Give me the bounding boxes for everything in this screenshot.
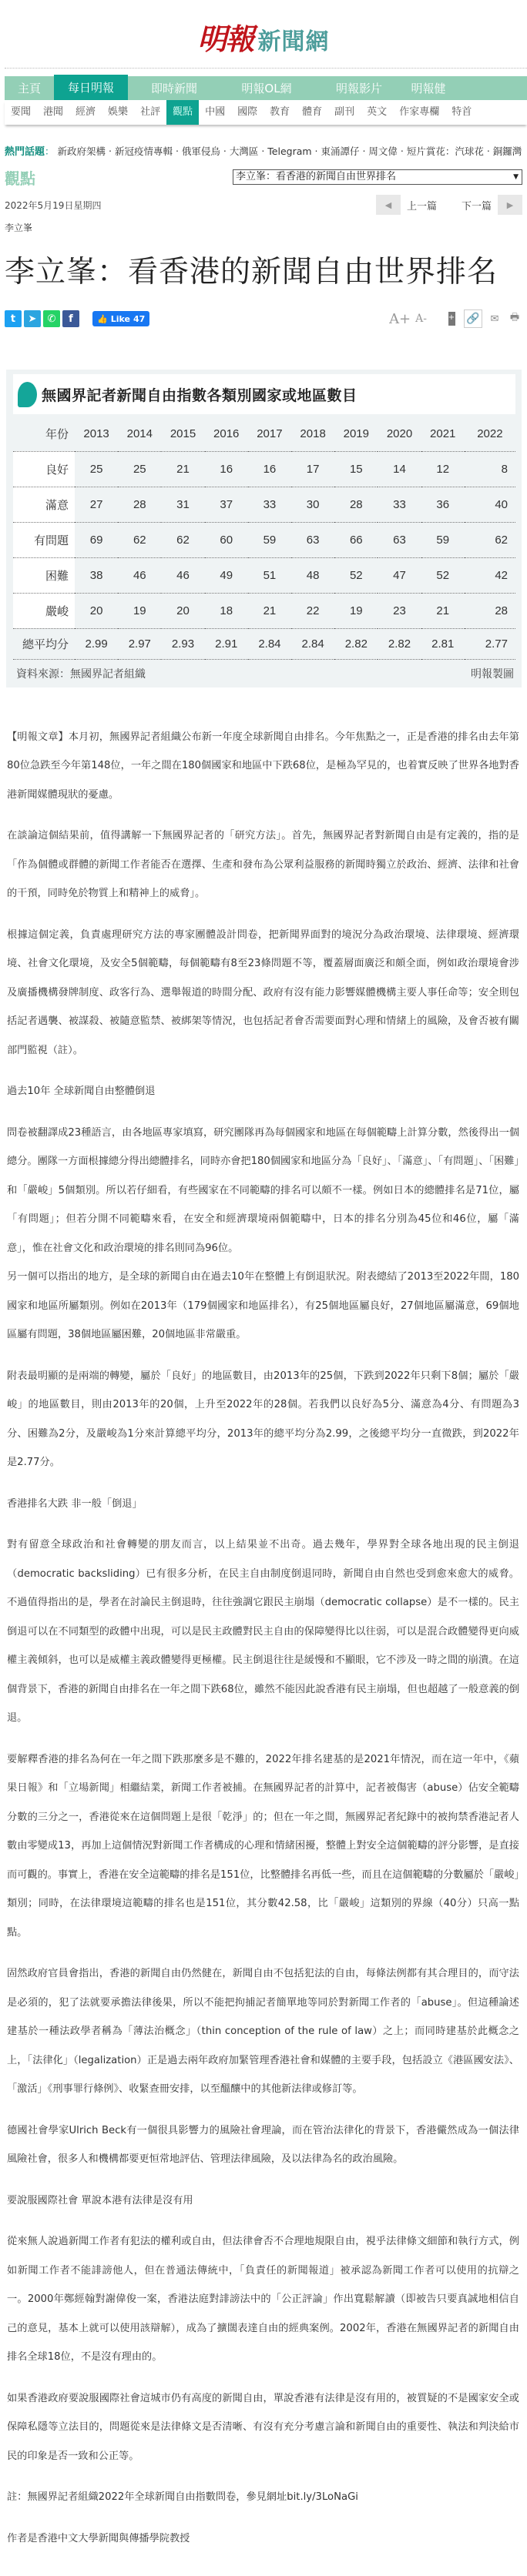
figure-title: 無國界記者新聞自由指數各類別國家或地區數目 [42,386,357,404]
row-label: 困難 [13,557,75,593]
article-select[interactable] [233,169,522,185]
sub-nav-item[interactable]: 經濟 [76,106,96,118]
table-cell: 59 [248,522,291,557]
table-cell: 17 [291,451,334,487]
table-cell: 2.77 [465,628,515,659]
hot-topic-link[interactable]: 銅鑼灣 [492,146,522,157]
table-cell: 48 [291,557,334,593]
table-cell: 38 [75,557,118,593]
article-paragraph: 德國社會學家Ulrich Beck有一個很具影響力的風險社會理論，而在管治法律化的背景下，香港儼然成為一個法律風險社會，很多人和機構都要更恒常地評估、管理法律風險，及以法律為名的政治風險。 [7,2124,519,2165]
table-cell: 16 [248,451,291,487]
whatsapp-icon[interactable]: ✆ [43,310,60,327]
table-cell: 15 [334,451,378,487]
article-paragraph: 固然政府官員會指出，香港的新聞自由仍然健在，新聞自由不包括犯法的自由，每條法例都有其合理目的，而守法是必須的，犯了法就要承擔法律後果，所以不能把拘捕記者簡單地等同於對新聞工作者的「abuse」。但這種論述建基於一種法政學者稱為「薄法治概念」（thin conception of the rule of law）之上；而同時建基於此概念之上，「法律化」（legalization）正是過去兩年政府加緊管理香港社會和媒體的主要手段，包括設立《港區國安法》、「激活」《刑事罪行條例》、收緊查冊安排，以至醞釀中的其他新法律或修訂等。 [7,1968,519,2095]
table-row-average [13,628,515,659]
hot-topic-link[interactable]: 周文偉 [368,146,398,157]
table-cell: 37 [205,487,248,522]
table-cell: 25 [75,451,118,487]
table-cell: 51 [248,557,291,593]
article-paragraph: 要解釋香港的排名為何在一年之間下跌那麼多是不難的，2022年排名建基的是2021年情況，而在這一年中，《蘋果日報》和「立場新聞」相繼結業，新聞工作者被捕。在無國界記者的計算中，記者被傷害（abuse）佔安全範疇分數的三分之一，香港從來在這個問題上是很「乾淨」的；但在一年之間，無國界記者紀錄中的被拘禁香港記者人數由零變成13，再加上這個情況對新聞工作者構成的心理和情緒困擾，整體上對安全這個範疇的評分影響，是直接而可觀的。事實上，香港在安全這範疇的排名是151位，比整體排名再低一些，而且在這個範疇的分數屬於「嚴峻」類別；同時，在法律環境這範疇的排名也是151位，其分數42.58，比「嚴峻」這類別的界線（40分）只高一點點。 [7,1753,519,1939]
chevron-down-icon: ▼ [513,173,519,181]
hot-topics: 熱門話題： 新政府架構 ‧ 新冠疫情專輯 ‧ 俄軍侵烏 ‧ 大灣區 ‧ Telegram ‧ 東涌譚仔 ‧ 周文偉 ‧ 短片賞花：汽球花 ‧ 銅鑼灣 [5,146,522,158]
hot-topic-link[interactable]: Telegram [267,146,312,157]
article-paragraph: 問卷被翻譯成23種語言，由各地區專家填寫，研究團隊再為每個國家和地區在每個範疇上計算分數，然後得出一個總分。團隊一方面根據總分得出總體排名，同時亦會把180個國家和地區分為「良好」、「滿意」、「有問題」、「困難」和「嚴峻」5個類別。所以若仔細看，有些國家在不同範疇的排名可以頗不一樣。例如日本的總體排名是71位，屬「有問題」；但若分開不同範疇來看，在安全和經濟環境兩個範疇中，日本的排名分別為45位和46位，屬「滿意」，惟在社會文化和政治環境的排名則同為96位。 [7,1126,519,1254]
rsf-table [13,417,515,660]
telegram-icon[interactable]: ➤ [24,310,41,327]
link-icon[interactable]: 🔗 [464,309,482,328]
sub-nav-item[interactable]: 體育 [302,106,323,118]
logo-suffix: 新聞網 [257,28,330,55]
table-cell: 49 [205,557,248,593]
facebook-icon[interactable]: f [62,310,79,327]
sub-nav-item[interactable]: 副刊 [334,106,355,118]
table-cell: 2.84 [248,628,291,659]
bookmark-icon: + [448,312,455,326]
site-logo[interactable] [197,15,329,58]
prev-article-link[interactable]: 上一篇 [406,200,437,212]
table-cell: 14 [378,451,421,487]
table-cell: 12 [421,451,465,487]
table-cell: 33 [248,487,291,522]
article-headline: 李立峯：看香港的新聞自由世界排名 [5,255,498,289]
table-header-row: 年份 2013 2014 2015 2016 2017 2018 2019 2020 2021 2022 [13,417,515,451]
table-row [13,593,515,628]
table-cell: 63 [378,522,421,557]
sub-nav-item[interactable]: 教育 [270,106,290,118]
table-cell: 2.82 [378,628,421,659]
figure-title-bar [13,374,515,414]
main-nav-item-daily[interactable]: 每日明報 [54,75,128,100]
author-bio: 作者是香港中文大學新聞與傳播學院教授 [7,2532,190,2544]
sub-nav-item[interactable]: 港聞 [43,106,64,118]
site-header [0,0,527,68]
article-paragraph: 從來無人說過新聞工作者有犯法的權利或自由，但法律會否不合理地規限自由，視乎法律條文細節和執行方式，例如新聞工作者不能誹謗他人，但在普通法傳統中，「負責任的新聞報道」被承認為新聞工作者可以使用的抗辯之一。2000年鄭經翰對謝偉俊一案，香港法庭對誹謗法中的「公正評論」作出寬鬆解讀（即被告只要真誠地相信自己的意見，基本上就可以使用該辯解），成為了擴闊表達自由的經典案例。2002年，香港在無國界記者的新聞自由排名全球18位，不是沒有理由的。 [7,2236,519,2363]
main-nav-item-ol[interactable]: 明報OL網 [241,82,292,95]
section-title: 觀點 [5,169,35,188]
main-nav-item-home[interactable]: 主頁 [17,82,41,95]
article-footnote: 註：無國界記者組織2022年全球新聞自由指數問卷，參見網址bit.ly/3LoNaGi [7,2491,358,2503]
table-cell: 46 [161,557,204,593]
table-cell: 19 [334,593,378,628]
table-cell: 63 [291,522,334,557]
table-cell: 27 [75,487,118,522]
row-label: 良好 [13,451,75,487]
table-cell: 22 [291,593,334,628]
bookmark-button[interactable] [444,310,459,327]
table-cell: 31 [161,487,204,522]
twitter-icon[interactable]: t [5,310,22,327]
table-cell: 66 [334,522,378,557]
section-row [5,167,522,187]
sub-nav-item[interactable]: 社評 [140,106,161,118]
sub-nav-item[interactable]: 英文 [367,106,388,118]
article-select-value: 李立峯：看香港的新聞自由世界排名 [236,171,397,182]
figure-footer [13,660,515,683]
table-cell: 40 [465,487,515,522]
table-cell: 20 [75,593,118,628]
like-count: 47 [133,313,146,324]
table-cell: 2.84 [291,628,334,659]
article-pager [376,195,522,215]
table-cell: 2.99 [75,628,118,659]
main-nav-item-health[interactable]: 明報健 [411,82,446,95]
table-cell: 2.82 [334,628,378,659]
table-cell: 21 [161,451,204,487]
email-icon[interactable]: ✉ [490,313,499,325]
hot-topic-link[interactable]: 大灣區 [229,146,259,157]
author-byline: 李立峯 [5,222,33,233]
rsf-index-figure [6,370,522,687]
table-cell: 59 [421,522,465,557]
table-cell: 62 [118,522,161,557]
table-row [13,557,515,593]
sub-nav-item[interactable]: 娛樂 [108,106,129,118]
table-row [13,487,515,522]
article-paragraph: 對有留意全球政治和社會轉變的朋友而言，以上結果並不出奇。過去幾年，學界對全球各地出現的民主倒退（democratic backsliding）已有很多分析，在民主自由制度倒退同時，新聞自由自然也受到愈來愈大的威脅。不過值得指出的是，學者在討論民主倒退時，往往強調它跟民主崩塌（democratic collapse）是不一樣的。民主倒退可以在不同類型的政體中出現，可以是民主政體對民主自由的保障變得比以往弱，可以是混合政體變得更向威權主義傾斜，也可以是威權主義政體變得更極權。民主倒退往往是緩慢和不顯眼，它不涉及一時之間的崩潰。在這個背景下，香港的新聞自由排名在一年之間下跌68位，雖然不能因此說香港有民主崩塌，但也超越了一般意義的倒退。 [7,1539,519,1724]
article-subheading: 香港排名大跌 非一般「倒退」 [7,1497,143,1510]
sub-nav-item[interactable]: 作家專欄 [399,106,440,118]
hot-topics-label: 熱門話題 [5,146,45,158]
article-paragraph: 根據這個定義，負責處理研究方法的專家團體設計問卷，把新聞界面對的境況分為政治環境、法律環境、經濟環境、社會文化環境，及安全5個範疇，每個範疇有8至23條問題不等，覆蓋層面廣泛和頗全面，例如政治環境會涉及廣播機構發牌制度、政客行為、選舉報道的時間分配、政府有沒有能力影響媒體機構主要人事任命等；安全則包括記者遇襲、被謀殺、被隨意監禁、被綁架等情況，也包括記者會否需要面對心理和情緒上的風險，及會否被有關部門監視（註）。 [7,928,519,1056]
table-cell: 23 [378,593,421,628]
thumbs-up-icon: 👍 [97,313,108,324]
article-paragraph: 如果香港政府要說服國際社會這城市仍有高度的新聞自由，單說香港有法律是沒有用的，被質疑的不是國家安全或保障私隱等立法目的，問題從來是法律條文是否清晰、有沒有充分考慮言論和新聞自由的重要性、執法和判決給市民的印象是否一致和公正等。 [7,2392,519,2462]
font-increase-button[interactable]: A+ [389,310,411,327]
table-cell: 18 [205,593,248,628]
table-cell: 46 [118,557,161,593]
sub-nav-item-active[interactable]: 觀點 [166,100,199,125]
font-decrease-button[interactable]: A- [415,313,427,325]
row-label: 嚴峻 [13,593,75,628]
table-cell: 21 [248,593,291,628]
leaf-bullet-icon [18,382,37,407]
facebook-like-button[interactable] [92,311,149,326]
article-paragraph: 附表最明顯的是兩端的轉變，屬於「良好」的地區數目，由2013年的25個，下跌到2022年只剩下8個；屬於「嚴峻」的地區數目，則由2013年的20個，上升至2022年的28個。若我們以良好為5分、滿意為4分、有問題為3分、困難為2分，及嚴峻為1分來計算總平均分，2013年的總平均分為2.99，之後總平均分一直微跌，到2022年是2.77分。 [7,1370,519,1468]
table-cell: 2.97 [118,628,161,659]
table-cell: 2.81 [421,628,465,659]
article-tools [5,309,522,328]
sub-nav-item[interactable]: 國際 [237,106,258,118]
article-body [7,723,519,2554]
article-paragraph: 【明報文章】本月初，無國界記者組織公布新一年度全球新聞自由排名。今年焦點之一，正是香港的排名由去年第80位急跌至今年第148位，一年之間在180個國家和地區中下跌68位，是極為罕見的，也着實反映了世界各地對香港新聞媒體現狀的憂慮。 [7,731,519,801]
hot-topic-link[interactable]: 新冠疫情專輯 [114,146,173,157]
print-icon[interactable]: 🖶 [509,312,520,323]
figure-credit: 明報製圖 [471,667,514,681]
prev-arrow-icon[interactable]: ◀ [376,195,401,215]
sub-nav-item[interactable]: 特首 [451,106,472,118]
table-cell: 16 [205,451,248,487]
logo-brand: 明報 [197,21,253,56]
table-cell: 47 [378,557,421,593]
table-cell: 60 [205,522,248,557]
hot-topic-link[interactable]: 東涌譚仔 [321,146,360,157]
table-cell: 33 [378,487,421,522]
like-label: Like [110,313,130,324]
table-cell: 52 [421,557,465,593]
table-cell: 21 [421,593,465,628]
table-row [13,522,515,557]
main-nav-item-instant-news[interactable]: 即時新聞 [150,82,197,95]
figure-source: 資料來源：無國界記者組織 [16,667,146,681]
hot-topic-link[interactable]: 短片賞花：汽球花 [406,146,484,157]
hot-topic-link[interactable]: 新政府架構 [57,146,106,157]
table-cell: 62 [465,522,515,557]
table-cell: 8 [465,451,515,487]
header-divider [5,68,527,69]
table-cell: 42 [465,557,515,593]
article-subheading: 過去10年 全球新聞自由整體倒退 [7,1086,156,1097]
date-row [5,195,522,215]
sub-nav [5,100,527,125]
article-subheading: 要說服國際社會 單說本港有法律是沒有用 [7,2194,193,2206]
article-paragraph: 在談論這個結果前，值得講解一下無國界記者的「研究方法」。首先，無國界記者對新聞自由是有定義的，指的是「作為個體或群體的新聞工作者能否在選擇、生產和發布為公眾利益服務的新聞時獨立於政治、經濟、法律和社會的干預，同時免於物質上和精神上的威脅」。 [7,830,519,899]
article-paragraph: 另一個可以指出的地方，是全球的新聞自由在過去10年在整體上有倒退狀況。附表總結了2013至2022年間，180國家和地區所屬類別。例如在2013年（179個國家和地區排名），有25個地區屬良好，27個地區屬滿意，69個地區屬有問題，38個地區屬困難，20個地區非常嚴重。 [7,1271,519,1340]
next-arrow-icon[interactable]: ▶ [498,195,522,215]
row-label: 有問題 [13,522,75,557]
sub-nav-item[interactable]: 中國 [205,106,226,118]
table-cell: 30 [291,487,334,522]
table-cell: 19 [118,593,161,628]
table-cell: 28 [334,487,378,522]
main-nav [5,76,527,100]
share-buttons [5,310,149,327]
table-cell: 2.93 [161,628,204,659]
row-label: 滿意 [13,487,75,522]
table-cell: 28 [465,593,515,628]
next-article-link[interactable]: 下一篇 [461,200,492,212]
table-cell: 25 [118,451,161,487]
table-cell: 62 [161,522,204,557]
main-nav-item-video[interactable]: 明報影片 [335,82,382,95]
table-cell: 36 [421,487,465,522]
hot-topic-link[interactable]: 俄軍侵烏 [181,146,220,157]
table-cell: 28 [118,487,161,522]
table-cell: 2.91 [205,628,248,659]
table-cell: 52 [334,557,378,593]
reading-tools [389,309,522,328]
sub-nav-item[interactable]: 要聞 [11,106,32,118]
table-cell: 20 [161,593,204,628]
table-cell: 69 [75,522,118,557]
publish-date: 2022年5月19日星期四 [5,199,102,211]
row-label: 總平均分 [13,628,75,659]
table-row [13,451,515,487]
